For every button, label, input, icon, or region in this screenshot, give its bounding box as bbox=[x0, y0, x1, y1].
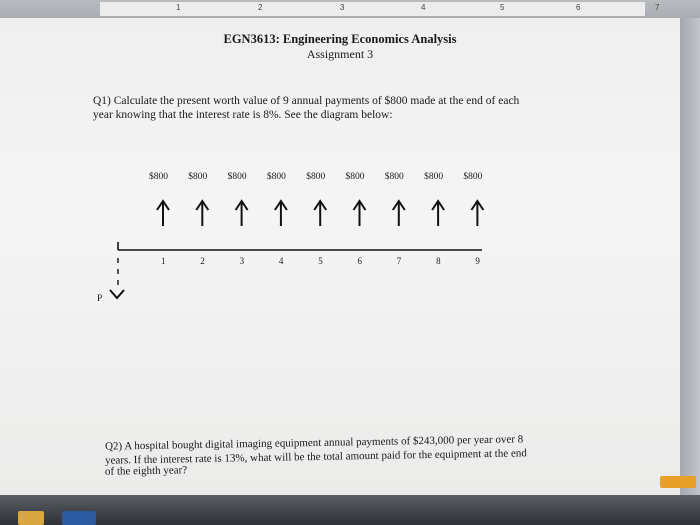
document-title: EGN3613: Engineering Economics Analysis bbox=[223, 32, 457, 46]
question-2-line-2: years. If the interest rate is 13%, what will be the total amount paid for the equipment at the end bbox=[104, 447, 527, 467]
payment-label: $800 bbox=[384, 172, 404, 182]
ruler-text-area bbox=[100, 2, 645, 16]
period-label: 3 bbox=[239, 256, 245, 266]
taskbar-folder-icon[interactable] bbox=[18, 511, 44, 525]
ruler-number: 5 bbox=[500, 3, 505, 12]
payment-label: $800 bbox=[149, 172, 168, 182]
period-label: 8 bbox=[436, 256, 441, 266]
payment-label: $800 bbox=[266, 172, 286, 182]
taskbar-word-icon[interactable] bbox=[62, 511, 96, 525]
period-label: 4 bbox=[278, 256, 284, 266]
payment-label: $800 bbox=[345, 172, 365, 182]
payment-label: $800 bbox=[306, 172, 326, 182]
period-label: 9 bbox=[475, 256, 480, 266]
question-1-line-1: Q1) Calculate the present worth value of 9 annual payments of $800 made at the end of each bbox=[93, 95, 520, 107]
present-value-label: P bbox=[97, 294, 103, 304]
taskbar bbox=[0, 495, 700, 525]
ruler-number: 1 bbox=[176, 3, 181, 12]
period-label: 5 bbox=[318, 256, 323, 266]
ruler-number: 2 bbox=[258, 3, 263, 12]
question-2-line-3: of the eighth year? bbox=[104, 464, 188, 478]
view-buttons[interactable] bbox=[660, 476, 696, 488]
payment-label: $800 bbox=[424, 172, 444, 182]
ruler-number: 3 bbox=[340, 3, 345, 12]
pv-arrow-head bbox=[110, 290, 124, 298]
payment-label: $800 bbox=[188, 172, 208, 182]
payment-label: $800 bbox=[463, 172, 483, 182]
question-2-line-1: Q2) A hospital bought digital imaging equipment annual payments of $243,000 per year over 8 bbox=[104, 433, 524, 453]
ruler-number: 6 bbox=[576, 3, 581, 12]
period-label: 2 bbox=[200, 256, 205, 266]
vertical-scrollbar[interactable] bbox=[680, 18, 700, 508]
period-label: 6 bbox=[357, 256, 362, 266]
cash-flow-diagram bbox=[0, 163, 680, 313]
document-subtitle: Assignment 3 bbox=[306, 47, 374, 61]
period-label: 1 bbox=[161, 256, 166, 266]
ruler-number: 7 bbox=[655, 3, 660, 12]
horizontal-ruler[interactable] bbox=[0, 0, 700, 19]
payment-label: $800 bbox=[227, 172, 247, 182]
document-page[interactable] bbox=[0, 18, 680, 495]
ruler-number: 4 bbox=[421, 3, 426, 12]
period-label: 7 bbox=[396, 256, 402, 266]
question-1-line-2: year knowing that the interest rate is 8%. See the diagram below: bbox=[93, 109, 393, 121]
